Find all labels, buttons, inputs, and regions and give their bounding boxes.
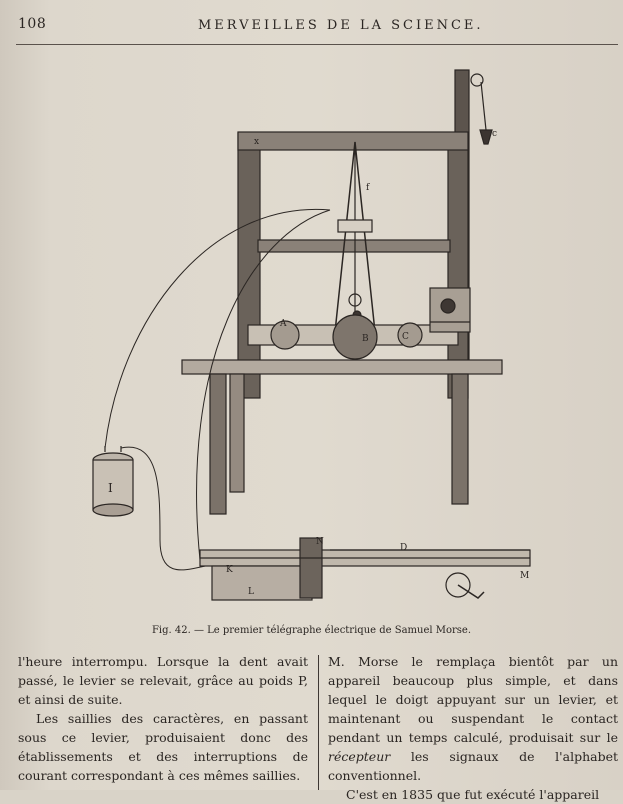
text-run: M. Morse le remplaça bientôt par un appareil beaucoup plus simple, et dans lequel le doigt appuyant sur un levier, et maintenant ou suspendant le contact pendant un temps calculé, produisait sur le — [328, 654, 618, 745]
telegraph-illustration — [0, 60, 623, 625]
page-header — [18, 16, 618, 38]
weight-icon — [480, 130, 492, 144]
label-m: M — [520, 571, 530, 581]
text-run: les signaux de l'alphabet conventionnel. — [328, 749, 618, 783]
label-b: B — [362, 334, 369, 344]
paragraph: C'est en 1835 que fut exécuté l'appareil — [346, 787, 600, 802]
text-column-right — [328, 652, 618, 804]
label-l: L — [248, 587, 254, 597]
label-f: f — [366, 183, 370, 193]
label-a: A — [280, 319, 287, 329]
label-n: N — [316, 537, 324, 547]
label-x: x — [254, 137, 260, 147]
paragraph: l'heure interrompu. Lorsque la dent avait passé, le levier se relevait, grâce au poids P, et ainsi de suite. — [18, 654, 308, 707]
header-rule — [16, 44, 618, 45]
engraving-svg — [0, 60, 623, 625]
running-title: MERVEILLES DE LA SCIENCE. — [198, 18, 484, 33]
label-k: K — [226, 565, 233, 575]
label-cc: C — [402, 332, 409, 342]
column-divider — [318, 655, 319, 790]
label-i: I — [108, 481, 113, 495]
paragraph — [328, 652, 618, 785]
page-number: 108 — [18, 16, 47, 32]
italic-term: récepteur — [328, 749, 391, 764]
figure-caption: Fig. 42. — Le premier télégraphe électrique de Samuel Morse. — [151, 625, 472, 636]
paragraph: Les saillies des caractères, en passant sous ce levier, produisaient donc des établissements et des interruptions de courant correspondant à ces mêmes saillies. — [18, 711, 308, 783]
label-c: c — [492, 129, 498, 139]
label-d: D — [400, 543, 408, 553]
text-column-left — [18, 652, 308, 785]
